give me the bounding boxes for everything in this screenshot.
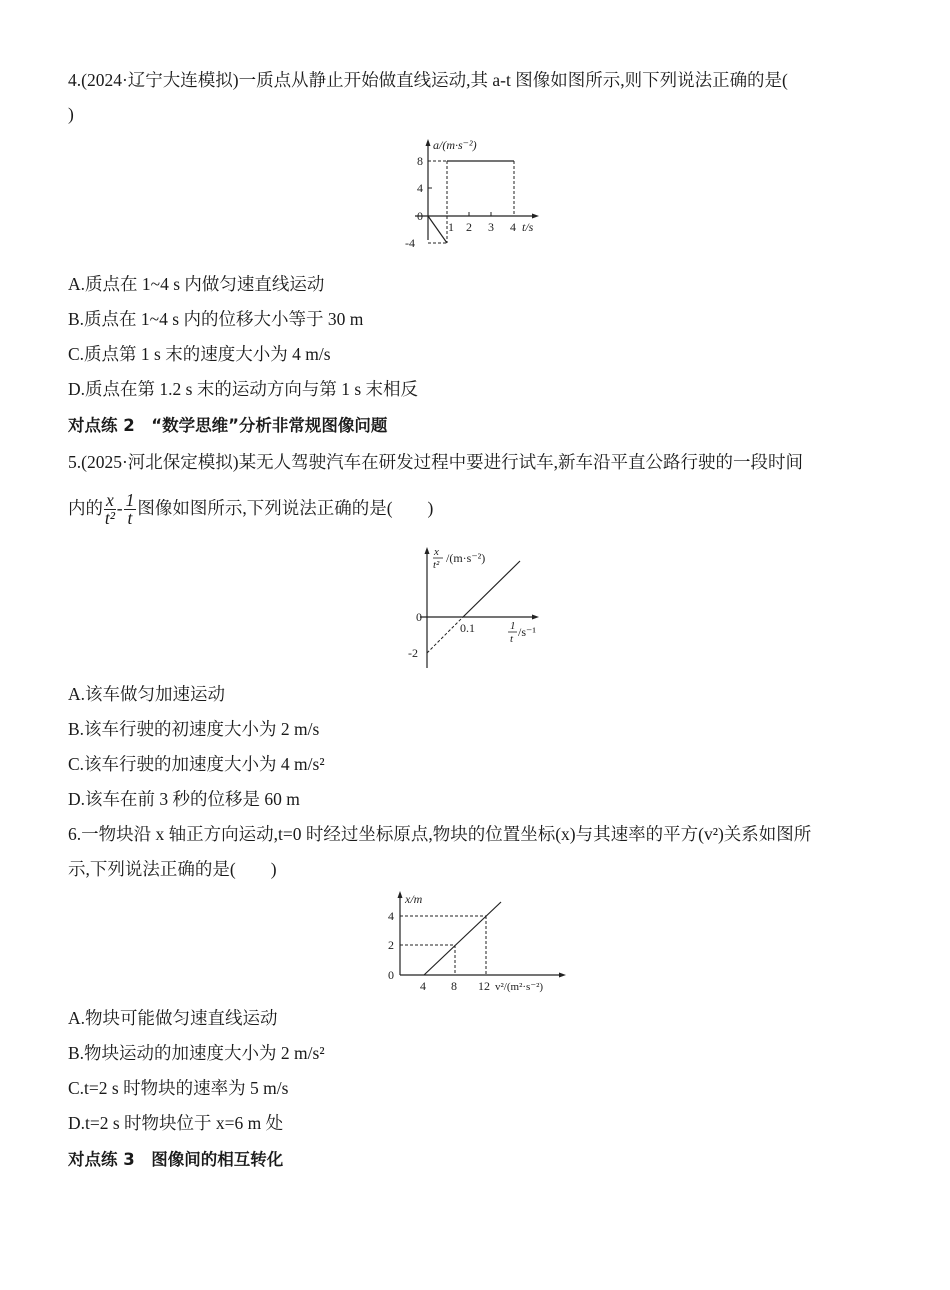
q4-stem-line1: 4.(2024·辽宁大连模拟)一质点从静止开始做直线运动,其 a-t 图像如图所示,则下列说法正确的是(: [68, 70, 788, 90]
q5-stem-post: 图像如图所示,下列说法正确的是( ): [137, 498, 434, 518]
q5-option-b: B.该车行驶的初速度大小为 2 m/s: [68, 719, 320, 739]
q5-stem-line2: [68, 488, 433, 528]
q4-segment-neg: [428, 216, 447, 243]
section-3-title: 对点练 3 图像间的相互转化: [68, 1150, 284, 1169]
q4-ytick-8: 8: [417, 154, 423, 168]
q5-frac2-den: t: [127, 508, 133, 529]
q6-option-c: C.t=2 s 时物块的速率为 5 m/s: [68, 1078, 289, 1098]
q6-ytick-2: 2: [388, 938, 394, 952]
q5-y-label-num: x: [434, 546, 439, 558]
q4-xtick-1: 1: [448, 220, 454, 234]
q6-x-label: v²/(m²·s⁻²): [495, 981, 544, 993]
q6-option-b: B.物块运动的加速度大小为 2 m/s²: [68, 1043, 325, 1063]
q4-xtick-2: 2: [466, 220, 472, 234]
q6-stem-line2: 示,下列说法正确的是( ): [68, 859, 277, 879]
q5-data-line-dashed: [427, 617, 463, 653]
q5-graph: [400, 543, 550, 673]
q5-option-c: C.该车行驶的加速度大小为 4 m/s²: [68, 754, 325, 774]
q4-option-d: D.质点在第 1.2 s 末的运动方向与第 1 s 末相反: [68, 379, 419, 399]
q6-xtick-8: 8: [451, 979, 457, 993]
q6-stem-line1: 6.一物块沿 x 轴正方向运动,t=0 时经过坐标原点,物块的位置坐标(x)与其速率的平方(v²)关系如图所: [68, 824, 812, 844]
q5-frac-x-t2: [104, 492, 116, 527]
q6-graph: [380, 887, 570, 997]
section-2-title: 对点练 2 “数学思维”分析非常规图像问题: [68, 416, 388, 435]
q5-data-line-solid: [463, 561, 520, 617]
q5-origin: 0: [416, 610, 422, 624]
q6-data-line: [424, 902, 501, 975]
q6-ytick-4: 4: [388, 909, 394, 923]
q4-ytick-neg4: -4: [405, 236, 415, 250]
q5-y-label-unit: /(m·s⁻²): [446, 551, 486, 565]
q4-xtick-3: 3: [488, 220, 494, 234]
q4-option-c: C.质点第 1 s 末的速度大小为 4 m/s: [68, 344, 331, 364]
q4-at-graph: [395, 135, 555, 255]
q5-y-intercept: -2: [408, 646, 418, 660]
q5-frac1-den: t²: [104, 508, 115, 529]
q5-frac2-num: 1: [125, 490, 135, 511]
q6-xtick-4: 4: [420, 979, 426, 993]
q5-option-d: D.该车在前 3 秒的位移是 60 m: [68, 789, 300, 809]
q4-xtick-4: 4: [510, 220, 516, 234]
q4-origin: 0: [417, 209, 423, 223]
q4-option-a: A.质点在 1~4 s 内做匀速直线运动: [68, 274, 325, 294]
q4-ytick-4: 4: [417, 181, 423, 195]
q4-y-label: a/(m·s⁻²): [433, 138, 477, 152]
q4-x-label: t/s: [522, 220, 534, 234]
q6-option-d: D.t=2 s 时物块位于 x=6 m 处: [68, 1113, 284, 1133]
q4-option-b: B.质点在 1~4 s 内的位移大小等于 30 m: [68, 309, 364, 329]
q4-stem-line2: ): [68, 104, 74, 124]
q5-option-a: A.该车做匀加速运动: [68, 684, 226, 704]
q5-x-label-den: t: [510, 633, 514, 645]
q6-origin: 0: [388, 968, 394, 982]
q5-x-label-num: 1: [510, 620, 516, 632]
q6-option-a: A.物块可能做匀速直线运动: [68, 1008, 278, 1028]
q5-frac1-num: x: [106, 490, 114, 511]
q5-y-label-den: t²: [433, 559, 440, 571]
q5-x-label-unit: /s⁻¹: [518, 625, 536, 639]
q5-stem-line1: 5.(2025·河北保定模拟)某无人驾驶汽车在研发过程中要进行试车,新车沿平直公路行驶的一段时间: [68, 452, 803, 472]
q5-dash: -: [116, 498, 123, 518]
q5-frac-1-t: [124, 492, 137, 527]
q6-y-label: x/m: [405, 892, 423, 906]
q6-xtick-12: 12: [478, 979, 490, 993]
q5-stem-pre: 内的: [68, 498, 103, 518]
q5-x-intercept: 0.1: [460, 621, 475, 635]
